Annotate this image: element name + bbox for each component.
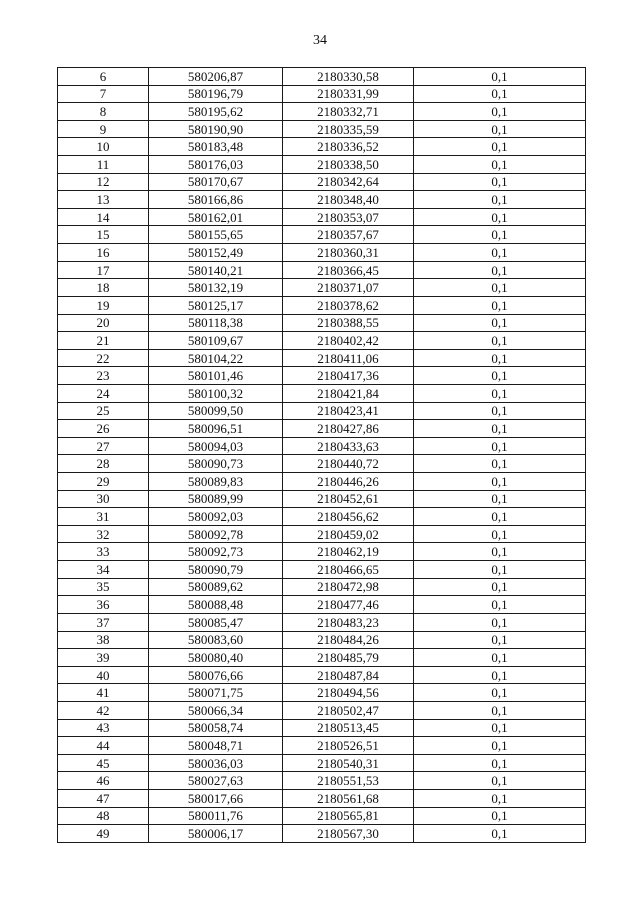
x-coordinate-cell: 580090,79 <box>149 561 283 579</box>
tolerance-cell: 0,1 <box>414 561 586 579</box>
x-coordinate-cell: 580125,17 <box>149 296 283 314</box>
y-coordinate-cell: 2180330,58 <box>283 68 414 86</box>
table-row <box>58 490 586 508</box>
x-coordinate-cell: 580092,78 <box>149 525 283 543</box>
point-number-cell: 23 <box>58 367 149 385</box>
table-row <box>58 314 586 332</box>
y-coordinate-cell: 2180353,07 <box>283 208 414 226</box>
point-number-cell: 8 <box>58 103 149 121</box>
point-number-cell: 20 <box>58 314 149 332</box>
x-coordinate-cell: 580162,01 <box>149 208 283 226</box>
table-row <box>58 649 586 667</box>
tolerance-cell: 0,1 <box>414 279 586 297</box>
y-coordinate-cell: 2180417,36 <box>283 367 414 385</box>
tolerance-cell: 0,1 <box>414 473 586 491</box>
y-coordinate-cell: 2180494,56 <box>283 684 414 702</box>
point-number-cell: 32 <box>58 525 149 543</box>
y-coordinate-cell: 2180483,23 <box>283 613 414 631</box>
table-row <box>58 508 586 526</box>
point-number-cell: 17 <box>58 261 149 279</box>
point-number-cell: 27 <box>58 437 149 455</box>
y-coordinate-cell: 2180487,84 <box>283 666 414 684</box>
y-coordinate-cell: 2180371,07 <box>283 279 414 297</box>
page-number: 34 <box>313 33 327 48</box>
table-row <box>58 85 586 103</box>
y-coordinate-cell: 2180513,45 <box>283 719 414 737</box>
x-coordinate-cell: 580085,47 <box>149 613 283 631</box>
y-coordinate-cell: 2180388,55 <box>283 314 414 332</box>
y-coordinate-cell: 2180338,50 <box>283 156 414 174</box>
table-row <box>58 525 586 543</box>
y-coordinate-cell: 2180423,41 <box>283 402 414 420</box>
table-row <box>58 437 586 455</box>
x-coordinate-cell: 580080,40 <box>149 649 283 667</box>
x-coordinate-cell: 580195,62 <box>149 103 283 121</box>
point-number-cell: 7 <box>58 85 149 103</box>
tolerance-cell: 0,1 <box>414 825 586 843</box>
y-coordinate-cell: 2180427,86 <box>283 420 414 438</box>
y-coordinate-cell: 2180336,52 <box>283 138 414 156</box>
x-coordinate-cell: 580100,32 <box>149 384 283 402</box>
y-coordinate-cell: 2180360,31 <box>283 244 414 262</box>
y-coordinate-cell: 2180484,26 <box>283 631 414 649</box>
x-coordinate-cell: 580089,62 <box>149 578 283 596</box>
y-coordinate-cell: 2180485,79 <box>283 649 414 667</box>
x-coordinate-cell: 580190,90 <box>149 120 283 138</box>
table-row <box>58 737 586 755</box>
x-coordinate-cell: 580155,65 <box>149 226 283 244</box>
table-row <box>58 279 586 297</box>
coordinates-table <box>57 67 586 843</box>
tolerance-cell: 0,1 <box>414 455 586 473</box>
y-coordinate-cell: 2180466,65 <box>283 561 414 579</box>
tolerance-cell: 0,1 <box>414 384 586 402</box>
table-row <box>58 543 586 561</box>
table-row <box>58 825 586 843</box>
point-number-cell: 13 <box>58 191 149 209</box>
point-number-cell: 14 <box>58 208 149 226</box>
x-coordinate-cell: 580011,76 <box>149 807 283 825</box>
point-number-cell: 37 <box>58 613 149 631</box>
point-number-cell: 15 <box>58 226 149 244</box>
tolerance-cell: 0,1 <box>414 807 586 825</box>
tolerance-cell: 0,1 <box>414 156 586 174</box>
table-row <box>58 173 586 191</box>
point-number-cell: 16 <box>58 244 149 262</box>
y-coordinate-cell: 2180526,51 <box>283 737 414 755</box>
table-row <box>58 631 586 649</box>
x-coordinate-cell: 580076,66 <box>149 666 283 684</box>
point-number-cell: 43 <box>58 719 149 737</box>
tolerance-cell: 0,1 <box>414 596 586 614</box>
point-number-cell: 10 <box>58 138 149 156</box>
x-coordinate-cell: 580083,60 <box>149 631 283 649</box>
x-coordinate-cell: 580140,21 <box>149 261 283 279</box>
x-coordinate-cell: 580066,34 <box>149 701 283 719</box>
tolerance-cell: 0,1 <box>414 85 586 103</box>
table-row <box>58 402 586 420</box>
y-coordinate-cell: 2180342,64 <box>283 173 414 191</box>
x-coordinate-cell: 580099,50 <box>149 402 283 420</box>
tolerance-cell: 0,1 <box>414 525 586 543</box>
table-row <box>58 367 586 385</box>
tolerance-cell: 0,1 <box>414 543 586 561</box>
x-coordinate-cell: 580092,03 <box>149 508 283 526</box>
y-coordinate-cell: 2180335,59 <box>283 120 414 138</box>
point-number-cell: 33 <box>58 543 149 561</box>
x-coordinate-cell: 580096,51 <box>149 420 283 438</box>
y-coordinate-cell: 2180332,71 <box>283 103 414 121</box>
tolerance-cell: 0,1 <box>414 68 586 86</box>
y-coordinate-cell: 2180462,19 <box>283 543 414 561</box>
y-coordinate-cell: 2180446,26 <box>283 473 414 491</box>
y-coordinate-cell: 2180440,72 <box>283 455 414 473</box>
table-row <box>58 103 586 121</box>
table-row <box>58 719 586 737</box>
coordinates-table-body <box>58 68 586 843</box>
tolerance-cell: 0,1 <box>414 332 586 350</box>
tolerance-cell: 0,1 <box>414 578 586 596</box>
x-coordinate-cell: 580101,46 <box>149 367 283 385</box>
table-row <box>58 296 586 314</box>
table-row <box>58 578 586 596</box>
point-number-cell: 39 <box>58 649 149 667</box>
x-coordinate-cell: 580071,75 <box>149 684 283 702</box>
x-coordinate-cell: 580027,63 <box>149 772 283 790</box>
point-number-cell: 28 <box>58 455 149 473</box>
tolerance-cell: 0,1 <box>414 649 586 667</box>
tolerance-cell: 0,1 <box>414 684 586 702</box>
y-coordinate-cell: 2180452,61 <box>283 490 414 508</box>
x-coordinate-cell: 580170,67 <box>149 173 283 191</box>
table-row <box>58 261 586 279</box>
point-number-cell: 41 <box>58 684 149 702</box>
point-number-cell: 24 <box>58 384 149 402</box>
table-row <box>58 684 586 702</box>
tolerance-cell: 0,1 <box>414 508 586 526</box>
x-coordinate-cell: 580090,73 <box>149 455 283 473</box>
point-number-cell: 46 <box>58 772 149 790</box>
point-number-cell: 40 <box>58 666 149 684</box>
table-row <box>58 226 586 244</box>
point-number-cell: 12 <box>58 173 149 191</box>
tolerance-cell: 0,1 <box>414 402 586 420</box>
table-row <box>58 666 586 684</box>
table-row <box>58 191 586 209</box>
tolerance-cell: 0,1 <box>414 631 586 649</box>
x-coordinate-cell: 580176,03 <box>149 156 283 174</box>
table-row <box>58 807 586 825</box>
table-row <box>58 384 586 402</box>
x-coordinate-cell: 580109,67 <box>149 332 283 350</box>
point-number-cell: 38 <box>58 631 149 649</box>
tolerance-cell: 0,1 <box>414 103 586 121</box>
table-row <box>58 156 586 174</box>
point-number-cell: 22 <box>58 349 149 367</box>
y-coordinate-cell: 2180378,62 <box>283 296 414 314</box>
table-row <box>58 789 586 807</box>
point-number-cell: 36 <box>58 596 149 614</box>
tolerance-cell: 0,1 <box>414 490 586 508</box>
y-coordinate-cell: 2180411,06 <box>283 349 414 367</box>
table-row <box>58 244 586 262</box>
y-coordinate-cell: 2180561,68 <box>283 789 414 807</box>
x-coordinate-cell: 580017,66 <box>149 789 283 807</box>
y-coordinate-cell: 2180348,40 <box>283 191 414 209</box>
tolerance-cell: 0,1 <box>414 666 586 684</box>
x-coordinate-cell: 580088,48 <box>149 596 283 614</box>
y-coordinate-cell: 2180402,42 <box>283 332 414 350</box>
point-number-cell: 45 <box>58 754 149 772</box>
y-coordinate-cell: 2180456,62 <box>283 508 414 526</box>
table-row <box>58 701 586 719</box>
y-coordinate-cell: 2180567,30 <box>283 825 414 843</box>
tolerance-cell: 0,1 <box>414 173 586 191</box>
y-coordinate-cell: 2180477,46 <box>283 596 414 614</box>
table-row <box>58 473 586 491</box>
point-number-cell: 42 <box>58 701 149 719</box>
y-coordinate-cell: 2180357,67 <box>283 226 414 244</box>
x-coordinate-cell: 580094,03 <box>149 437 283 455</box>
point-number-cell: 44 <box>58 737 149 755</box>
y-coordinate-cell: 2180551,53 <box>283 772 414 790</box>
table-row <box>58 68 586 86</box>
x-coordinate-cell: 580089,99 <box>149 490 283 508</box>
point-number-cell: 49 <box>58 825 149 843</box>
tolerance-cell: 0,1 <box>414 719 586 737</box>
tolerance-cell: 0,1 <box>414 226 586 244</box>
point-number-cell: 30 <box>58 490 149 508</box>
y-coordinate-cell: 2180540,31 <box>283 754 414 772</box>
table-row <box>58 561 586 579</box>
tolerance-cell: 0,1 <box>414 191 586 209</box>
tolerance-cell: 0,1 <box>414 420 586 438</box>
tolerance-cell: 0,1 <box>414 737 586 755</box>
table-row <box>58 138 586 156</box>
point-number-cell: 11 <box>58 156 149 174</box>
tolerance-cell: 0,1 <box>414 437 586 455</box>
x-coordinate-cell: 580048,71 <box>149 737 283 755</box>
x-coordinate-cell: 580118,38 <box>149 314 283 332</box>
y-coordinate-cell: 2180366,45 <box>283 261 414 279</box>
x-coordinate-cell: 580036,03 <box>149 754 283 772</box>
table-row <box>58 596 586 614</box>
x-coordinate-cell: 580183,48 <box>149 138 283 156</box>
tolerance-cell: 0,1 <box>414 349 586 367</box>
table-row <box>58 332 586 350</box>
point-number-cell: 26 <box>58 420 149 438</box>
point-number-cell: 9 <box>58 120 149 138</box>
table-row <box>58 772 586 790</box>
tolerance-cell: 0,1 <box>414 261 586 279</box>
point-number-cell: 18 <box>58 279 149 297</box>
tolerance-cell: 0,1 <box>414 789 586 807</box>
y-coordinate-cell: 2180459,02 <box>283 525 414 543</box>
x-coordinate-cell: 580058,74 <box>149 719 283 737</box>
x-coordinate-cell: 580166,86 <box>149 191 283 209</box>
point-number-cell: 47 <box>58 789 149 807</box>
tolerance-cell: 0,1 <box>414 772 586 790</box>
tolerance-cell: 0,1 <box>414 613 586 631</box>
y-coordinate-cell: 2180502,47 <box>283 701 414 719</box>
y-coordinate-cell: 2180472,98 <box>283 578 414 596</box>
table-row <box>58 420 586 438</box>
tolerance-cell: 0,1 <box>414 701 586 719</box>
x-coordinate-cell: 580092,73 <box>149 543 283 561</box>
tolerance-cell: 0,1 <box>414 296 586 314</box>
table-row <box>58 455 586 473</box>
table-row <box>58 349 586 367</box>
table-row <box>58 208 586 226</box>
point-number-cell: 21 <box>58 332 149 350</box>
y-coordinate-cell: 2180421,84 <box>283 384 414 402</box>
x-coordinate-cell: 580132,19 <box>149 279 283 297</box>
point-number-cell: 35 <box>58 578 149 596</box>
table-row <box>58 754 586 772</box>
point-number-cell: 29 <box>58 473 149 491</box>
y-coordinate-cell: 2180565,81 <box>283 807 414 825</box>
x-coordinate-cell: 580196,79 <box>149 85 283 103</box>
table-row <box>58 613 586 631</box>
point-number-cell: 19 <box>58 296 149 314</box>
point-number-cell: 31 <box>58 508 149 526</box>
x-coordinate-cell: 580152,49 <box>149 244 283 262</box>
tolerance-cell: 0,1 <box>414 138 586 156</box>
x-coordinate-cell: 580206,87 <box>149 68 283 86</box>
tolerance-cell: 0,1 <box>414 120 586 138</box>
y-coordinate-cell: 2180331,99 <box>283 85 414 103</box>
tolerance-cell: 0,1 <box>414 314 586 332</box>
table-row <box>58 120 586 138</box>
tolerance-cell: 0,1 <box>414 367 586 385</box>
point-number-cell: 6 <box>58 68 149 86</box>
y-coordinate-cell: 2180433,63 <box>283 437 414 455</box>
tolerance-cell: 0,1 <box>414 208 586 226</box>
point-number-cell: 48 <box>58 807 149 825</box>
x-coordinate-cell: 580089,83 <box>149 473 283 491</box>
x-coordinate-cell: 580006,17 <box>149 825 283 843</box>
tolerance-cell: 0,1 <box>414 244 586 262</box>
x-coordinate-cell: 580104,22 <box>149 349 283 367</box>
point-number-cell: 25 <box>58 402 149 420</box>
tolerance-cell: 0,1 <box>414 754 586 772</box>
point-number-cell: 34 <box>58 561 149 579</box>
